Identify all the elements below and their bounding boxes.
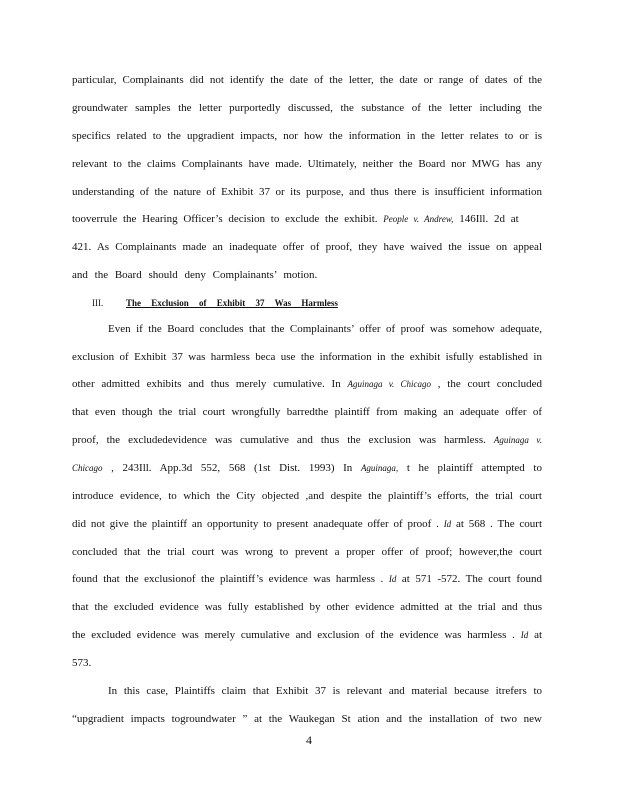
body-text: 146Ill. 2d at bbox=[459, 213, 519, 225]
body-text: did not give the plaintiff an opportunity to present anadequate offer of proof . bbox=[72, 518, 439, 530]
body-text: at 571 -572. The court found bbox=[401, 573, 542, 585]
id-citation: Id bbox=[443, 519, 452, 529]
text-line: understanding of the nature of Exhibit 37 or its purpose, and thus there is insufficient information bbox=[72, 186, 542, 198]
text-line: that the excluded evidence was fully established by other evidence admitted at the trial and thus bbox=[72, 601, 542, 613]
text-line: groundwater samples the letter purportedly discussed, the substance of the letter including the bbox=[72, 102, 542, 114]
text-line: that even though the trial court wrongfully barredthe plaintiff from making an adequate offer of bbox=[72, 406, 542, 418]
text-line: Even if the Board concludes that the Complainants’ offer of proof was somehow adequate, bbox=[108, 323, 542, 335]
text-line: 421. As Complainants made an inadequate offer of proof, they have waived the issue on appeal bbox=[72, 241, 542, 253]
text-line bbox=[72, 212, 542, 226]
case-citation: Aguinaga v. Chicago bbox=[347, 379, 432, 389]
text-line bbox=[72, 628, 542, 642]
text-line: specifics related to the upgradient impacts, nor how the information in the letter relates to or is bbox=[72, 130, 542, 142]
section-title: The Exclusion of Exhibit 37 Was Harmless bbox=[126, 298, 338, 308]
text-line: concluded that the trial court was wrong to prevent a proper offer of proof; however,the court bbox=[72, 546, 542, 558]
case-citation: Chicago bbox=[72, 463, 103, 473]
body-text: proof, the excludedevidence was cumulative and thus the exclusion was harmless. bbox=[72, 434, 486, 446]
case-citation: Aguinaga v. bbox=[493, 435, 542, 445]
text-line: introduce evidence, to which the City objected ,and despite the plaintiff’s efforts, the trial court bbox=[72, 490, 542, 502]
text-line bbox=[72, 461, 542, 475]
body-text: other admitted exhibits and thus merely cumulative. In bbox=[72, 378, 341, 390]
text-line: In this case, Plaintiffs claim that Exhibit 37 is relevant and material because itrefers to bbox=[108, 685, 542, 697]
body-text: , 243Ill. App.3d 552, 568 (1st Dist. 1993) In bbox=[111, 462, 353, 474]
body-text: tooverrule the Hearing Officer’s decision to exclude the exhibit. bbox=[72, 213, 378, 225]
body-text: found that the exclusionof the plaintiff’s evidence was harmless . bbox=[72, 573, 384, 585]
body-text: at 568 . The court bbox=[456, 518, 542, 530]
text-line: particular, Complainants did not identify the date of the letter, the date or range of dates of the bbox=[72, 74, 542, 86]
text-line bbox=[72, 572, 542, 586]
body-text: at bbox=[534, 629, 542, 641]
section-heading bbox=[92, 297, 346, 309]
body-text: , the court concluded bbox=[437, 378, 542, 390]
body-text: t he plaintiff attempted to bbox=[406, 462, 542, 474]
case-citation: Aguinaga, bbox=[360, 463, 399, 473]
text-line: 573. bbox=[72, 657, 92, 669]
section-number: III. bbox=[92, 298, 104, 308]
text-line: and the Board should deny Complainants’ motion. bbox=[72, 269, 318, 281]
text-line bbox=[72, 517, 542, 531]
text-line bbox=[72, 433, 542, 447]
text-line: “upgradient impacts togroundwater ” at the Waukegan St ation and the installation of two new bbox=[72, 713, 542, 725]
id-citation: Id bbox=[520, 630, 529, 640]
text-line: relevant to the claims Complainants have made. Ultimately, neither the Board nor MWG has any bbox=[72, 158, 542, 170]
text-line bbox=[72, 377, 542, 391]
id-citation: Id bbox=[388, 574, 397, 584]
case-citation: People v. Andrew, bbox=[383, 214, 454, 224]
body-text: the excluded evidence was merely cumulative and exclusion of the evidence was harmless . bbox=[72, 629, 515, 641]
text-line: exclusion of Exhibit 37 was harmless beca use the information in the exhibit isfully established in bbox=[72, 351, 542, 363]
page-number: 4 bbox=[306, 733, 312, 747]
